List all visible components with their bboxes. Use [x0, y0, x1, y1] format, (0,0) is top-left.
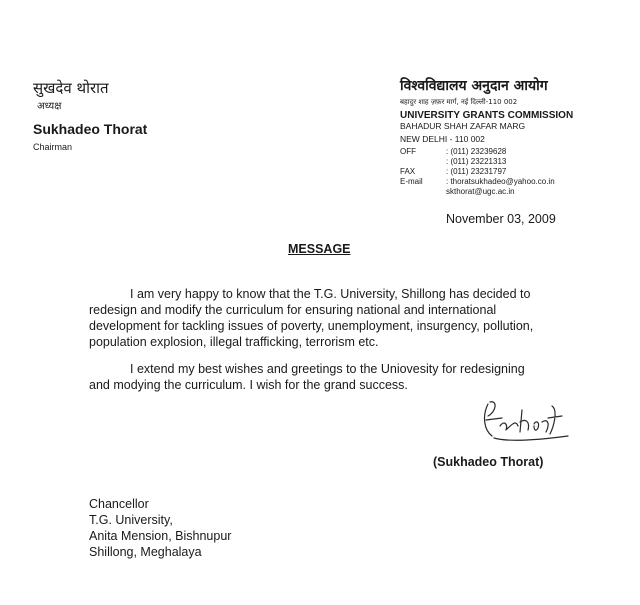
org-street: BAHADUR SHAH ZAFAR MARG [400, 121, 526, 131]
contact-value: skthorat@ugc.ac.in [446, 187, 515, 196]
org-name: UNIVERSITY GRANTS COMMISSION [400, 110, 574, 121]
contact-value: : thoratsukhadeo@yahoo.co.in [446, 177, 555, 186]
recipient-line: Shillong, Meghalaya [89, 545, 202, 559]
contact-fax [400, 167, 506, 176]
contact-label: FAX [400, 167, 416, 176]
chairman-name-hindi: सुखदेव थोरात [33, 79, 109, 97]
contact-office-2 [400, 157, 506, 166]
contact-value: : (011) 23239628 [446, 147, 507, 156]
org-address-hindi: बहादुर शाह ज़फ़र मार्ग, नई दिल्ली-110 002 [400, 98, 518, 106]
paragraph-line: I extend my best wishes and greetings to the Uniovesity for redesigning [130, 362, 525, 376]
chairman-name: Sukhadeo Thorat [33, 121, 148, 137]
contact-email-1 [400, 177, 555, 186]
contact-label: E-mail [400, 177, 423, 186]
contact-label: OFF [400, 147, 416, 156]
message-heading: MESSAGE [288, 242, 351, 256]
chairman-title-hindi: अध्यक्ष [37, 101, 62, 112]
paragraph-line: and modying the curriculum. I wish for the grand success. [89, 378, 408, 392]
paragraph-line: I am very happy to know that the T.G. University, Shillong has decided to [130, 287, 531, 301]
recipient-line: T.G. University, [89, 513, 173, 527]
handwritten-signature [478, 396, 578, 446]
contact-value: : (011) 23221313 [446, 157, 507, 166]
contact-value: : (011) 23231797 [446, 167, 507, 176]
paragraph-line: redesign and modify the curriculum for ensuring national and international [89, 303, 497, 317]
paragraph-line: population explosion, illegal trafficking, terrorism etc. [89, 335, 379, 349]
contact-email-2 [400, 187, 515, 196]
paragraph-line: development for tackling issues of poverty, unemployment, insurgency, pollution, [89, 319, 534, 333]
chairman-title: Chairman [33, 142, 73, 152]
signatory-name: (Sukhadeo Thorat) [433, 455, 544, 469]
recipient-line: Anita Mension, Bishnupur [89, 529, 232, 543]
org-city: NEW DELHI - 110 002 [400, 134, 485, 144]
contact-office-1 [400, 147, 506, 156]
letter-date: November 03, 2009 [446, 212, 556, 226]
org-name-hindi: विश्वविद्यालय अनुदान आयोग [400, 78, 548, 94]
recipient-line: Chancellor [89, 497, 149, 511]
